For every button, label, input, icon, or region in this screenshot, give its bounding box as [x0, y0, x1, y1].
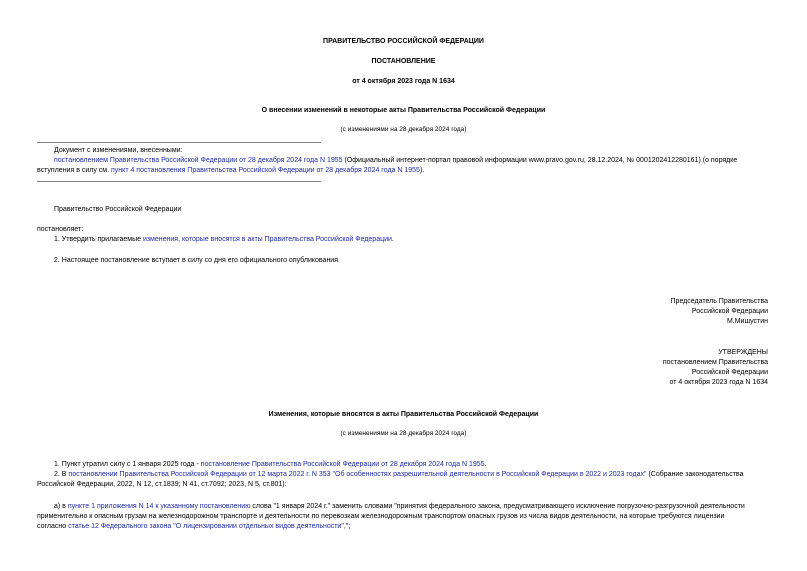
divider-top	[37, 142, 321, 143]
doc-title: О внесении изменений в некоторые акты Правительства Российской Федерации	[261, 107, 546, 114]
doc-date-number: от 4 октября 2023 года N 1634	[352, 78, 455, 85]
changes-line-2	[37, 166, 424, 175]
changes-line-1	[54, 156, 770, 165]
org-heading: ПРАВИТЕЛЬСТВО РОССИЙСКОЙ ФЕДЕРАЦИИ	[323, 38, 484, 45]
sub-a-link[interactable]: пункте 1 приложения N 14 к указанному постановлению	[67, 503, 251, 510]
change-doc-link[interactable]: постановлением Правительства Российской Федерации от 28 декабря 2024 года N 1955	[54, 157, 343, 164]
changes-intro: Документ с изменениями, внесенными:	[54, 147, 183, 154]
item2-link[interactable]: постановлении Правительства Российской Федерации от 12 марта 2022 г. N 353 "Об особенностях разрешительной деятельности в Российской Федерации в 2022 и 2023 годах"	[68, 471, 647, 478]
signature-title-1: Председатель Правительства	[670, 298, 768, 305]
sub-a-line3-suffix: ,";	[343, 523, 351, 530]
annex-item-1	[54, 460, 486, 469]
change-source-text: (Официальный интернет-портал правовой информации www.pravo.gov.ru, 28.12.2024, № 0001202412280161) (о порядке	[342, 157, 738, 164]
sub-a-line-2: применительно к опасным грузам на железнодорожном транспорте и деятельности по перевозкам железнодорожным транспортом опасных грузов из числа видов деятельности, на которые требуются лицензии	[37, 513, 725, 520]
change-effect-text: вступления в силу см.	[37, 167, 112, 174]
sub-a-line-3	[37, 522, 350, 531]
item2-text: (Собрание законодательства	[646, 471, 744, 478]
gov-name: Правительство Российской Федерации	[54, 206, 182, 213]
approved-line-2: постановлением Правительства	[662, 359, 768, 366]
signature-name: М.Мишустин	[726, 318, 768, 325]
p1-prefix: 1. Утвердить прилагаемые	[54, 236, 143, 243]
revision-note: (с изменениями на 28 декабря 2024 года)	[340, 126, 467, 133]
item1-link[interactable]: постановление Правительства Российской Федерации от 28 декабря 2024 года N 1955	[200, 461, 485, 468]
p1-suffix: .	[391, 236, 394, 243]
licensing-law-link[interactable]: статье 12 Федерального закона "О лицензировании отдельных видов деятельности"	[68, 523, 344, 530]
paragraph-2: 2. Настоящее постановление вступает в силу со дня его официального опубликования.	[54, 257, 340, 264]
approved-line-4: от 4 октября 2023 года N 1634	[669, 379, 768, 386]
approved-line-3: Российской Федерации	[691, 369, 768, 376]
signature-title-2: Российской Федерации	[691, 308, 768, 315]
annex-title: Изменения, которые вносятся в акты Правительства Российской Федерации	[268, 411, 539, 418]
sub-a-prefix: а) в	[54, 503, 68, 510]
paragraph-1	[54, 235, 394, 244]
annex-revision: (с изменениями на 28 декабря 2024 года)	[340, 430, 467, 437]
approved-heading: УТВЕРЖДЕНЫ	[718, 349, 768, 356]
change-effect-suffix: ).	[419, 167, 425, 174]
item1-suffix: .	[484, 461, 487, 468]
doc-type-heading: ПОСТАНОВЛЕНИЕ	[371, 58, 436, 65]
change-effect-link[interactable]: пункт 4 постановления Правительства Российской Федерации от 28 декабря 2024 года N 1955	[111, 167, 420, 174]
item2-prefix: 2. В	[54, 471, 69, 478]
sub-a-line-1	[54, 502, 770, 511]
annex-item-2-line-2: Российской Федерации, 2022, N 12, ст.1839; N 41, ст.7092; 2023, N 5, ст.801):	[37, 481, 287, 488]
resolves-label: постановляет:	[37, 226, 84, 233]
sub-a-text: слова "1 января 2024 г." заменить словами "принятия федерального закона, предусматривающего исключение погрузочно-разгрузочной деятельности	[250, 503, 745, 510]
item1-prefix: 1. Пункт утратил силу с 1 января 2025 года -	[54, 461, 201, 468]
divider-bottom	[37, 181, 321, 182]
annex-item-2	[54, 470, 743, 479]
sub-a-line3-prefix: согласно	[37, 523, 69, 530]
changes-annex-link[interactable]: изменения, которые вносятся в акты Правительства Российской Федерации	[142, 236, 392, 243]
